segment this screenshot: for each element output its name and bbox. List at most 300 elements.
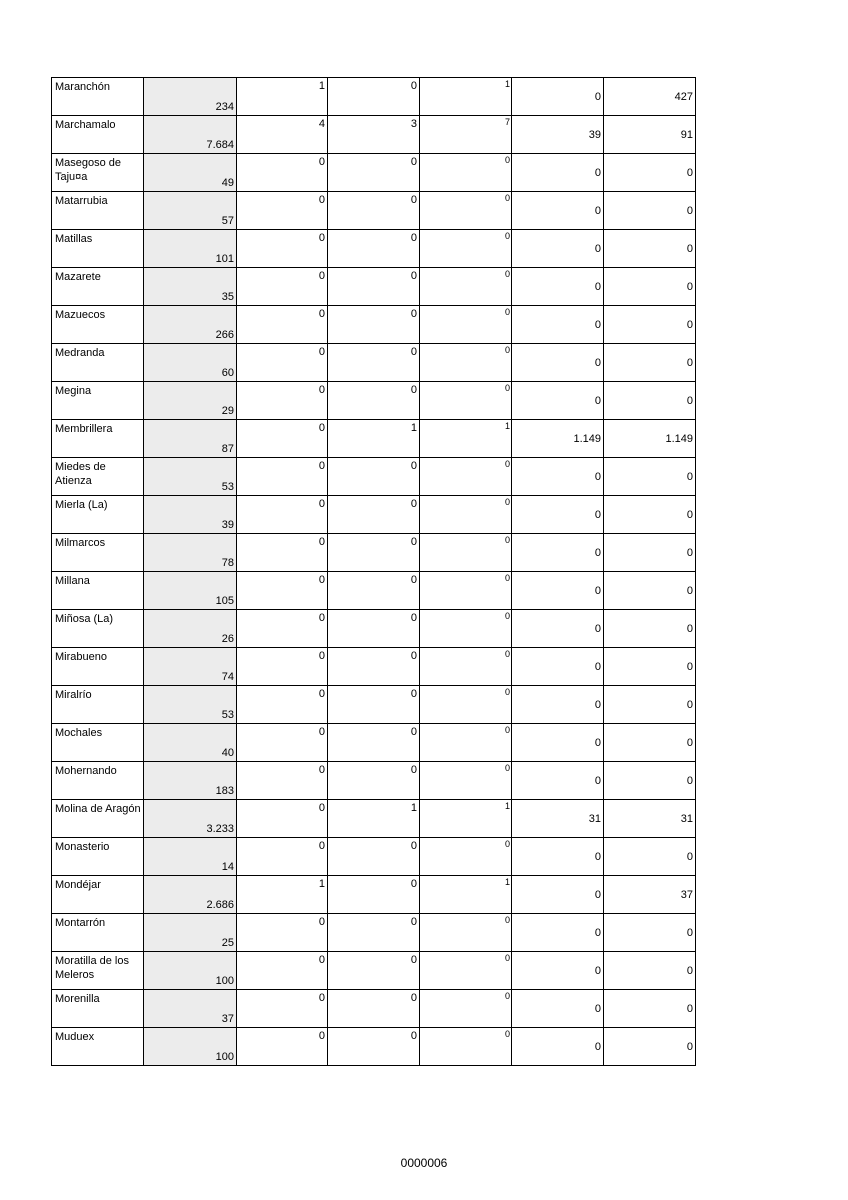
- population-value: 100: [215, 975, 234, 987]
- population-value: 266: [215, 329, 234, 341]
- municipality-name: Miedes de Atienza: [55, 461, 106, 487]
- column-total-value: 0: [504, 459, 510, 469]
- column-e-value: 0: [686, 775, 693, 787]
- municipality-name: Millana: [55, 575, 90, 587]
- column-d-value: 0: [594, 243, 601, 255]
- table-cell: [144, 306, 237, 344]
- column-d-value: 31: [588, 813, 601, 825]
- table-cell: [237, 800, 328, 838]
- column-total-value: 0: [504, 345, 510, 355]
- table-cell: [328, 990, 420, 1028]
- table-cell: [144, 534, 237, 572]
- table-cell: [420, 496, 512, 534]
- column-b-value: 0: [410, 156, 417, 168]
- table-cell: [144, 876, 237, 914]
- table-cell: [512, 306, 604, 344]
- table-row: [52, 876, 696, 914]
- municipality-name: Mazarete: [55, 271, 101, 283]
- table-cell: [237, 838, 328, 876]
- column-b-value: 0: [410, 536, 417, 548]
- column-a-value: 0: [318, 422, 325, 434]
- table-cell: [604, 382, 696, 420]
- column-d-value: 0: [594, 91, 601, 103]
- column-a-value: 1: [318, 878, 325, 890]
- table-cell: [604, 876, 696, 914]
- table-cell: [328, 952, 420, 990]
- table-cell: [144, 268, 237, 306]
- table-row: [52, 344, 696, 382]
- column-total-value: 0: [504, 687, 510, 697]
- table-cell: [512, 762, 604, 800]
- municipality-name: Megina: [55, 385, 92, 397]
- table-cell: [512, 382, 604, 420]
- municipality-name: Matillas: [55, 233, 93, 245]
- column-total-value: 0: [504, 269, 510, 279]
- table-row: [52, 572, 696, 610]
- table-cell: [144, 192, 237, 230]
- table-cell: [52, 724, 144, 762]
- column-total-value: 0: [504, 649, 510, 659]
- table-cell: [52, 382, 144, 420]
- column-d-value: 0: [594, 205, 601, 217]
- table-cell: [144, 230, 237, 268]
- municipality-name: Monasterio: [55, 841, 110, 853]
- table-cell: [144, 1028, 237, 1066]
- column-d-value: 0: [594, 889, 601, 901]
- table-cell: [52, 952, 144, 990]
- table-row: [52, 724, 696, 762]
- table-cell: [52, 268, 144, 306]
- column-e-value: 0: [686, 623, 693, 635]
- column-b-value: 0: [410, 270, 417, 282]
- table-row: [52, 762, 696, 800]
- table-cell: [52, 306, 144, 344]
- column-d-value: 0: [594, 395, 601, 407]
- population-value: 7.684: [206, 139, 234, 151]
- column-d-value: 0: [594, 1003, 601, 1015]
- column-total-value: 0: [504, 383, 510, 393]
- column-d-value: 0: [594, 699, 601, 711]
- column-b-value: 0: [410, 346, 417, 358]
- table-cell: [144, 838, 237, 876]
- column-a-value: 0: [318, 612, 325, 624]
- column-b-value: 0: [410, 764, 417, 776]
- column-total-value: 0: [504, 725, 510, 735]
- table-cell: [144, 724, 237, 762]
- table-cell: [604, 192, 696, 230]
- column-total-value: 0: [504, 991, 510, 1001]
- municipality-name: Miralrío: [55, 689, 92, 701]
- table-cell: [328, 154, 420, 192]
- municipality-name: Milmarcos: [55, 537, 106, 549]
- table-cell: [512, 116, 604, 154]
- table-cell: [144, 952, 237, 990]
- table-cell: [144, 610, 237, 648]
- table-cell: [328, 382, 420, 420]
- column-a-value: 0: [318, 346, 325, 358]
- table-cell: [604, 838, 696, 876]
- column-d-value: 0: [594, 319, 601, 331]
- municipality-name: Mohernando: [55, 765, 117, 777]
- table-cell: [604, 496, 696, 534]
- table-cell: [52, 762, 144, 800]
- table-cell: [328, 116, 420, 154]
- column-d-value: 0: [594, 167, 601, 179]
- table-cell: [512, 230, 604, 268]
- municipality-name: Muduex: [55, 1031, 95, 1043]
- population-value: 74: [221, 671, 234, 683]
- column-d-value: 0: [594, 851, 601, 863]
- column-total-value: 0: [504, 839, 510, 849]
- column-e-value: 31: [680, 813, 693, 825]
- table-cell: [237, 914, 328, 952]
- table-row: [52, 78, 696, 116]
- table-cell: [512, 952, 604, 990]
- column-total-value: 0: [504, 915, 510, 925]
- table-cell: [328, 192, 420, 230]
- table-cell: [328, 78, 420, 116]
- population-value: 2.686: [206, 899, 234, 911]
- page-number: 0000006: [400, 1156, 448, 1170]
- table-cell: [420, 762, 512, 800]
- column-e-value: 0: [686, 243, 693, 255]
- table-cell: [604, 230, 696, 268]
- column-b-value: 0: [410, 612, 417, 624]
- column-d-value: 0: [594, 737, 601, 749]
- table-cell: [512, 458, 604, 496]
- table-cell: [420, 420, 512, 458]
- population-value: 39: [221, 519, 234, 531]
- table-cell: [604, 534, 696, 572]
- table-row: [52, 382, 696, 420]
- column-d-value: 0: [594, 585, 601, 597]
- column-a-value: 0: [318, 384, 325, 396]
- column-total-value: 0: [504, 611, 510, 621]
- column-total-value: 1: [504, 79, 510, 89]
- table-cell: [604, 458, 696, 496]
- column-b-value: 0: [410, 80, 417, 92]
- table-cell: [512, 192, 604, 230]
- column-e-value: 0: [686, 1003, 693, 1015]
- table-cell: [328, 610, 420, 648]
- table-cell: [328, 1028, 420, 1066]
- column-b-value: 0: [410, 650, 417, 662]
- table-cell: [512, 686, 604, 724]
- column-total-value: 0: [504, 155, 510, 165]
- table-cell: [52, 648, 144, 686]
- table-cell: [512, 344, 604, 382]
- column-a-value: 4: [318, 118, 325, 130]
- table-cell: [144, 762, 237, 800]
- table-cell: [144, 648, 237, 686]
- column-total-value: 0: [504, 763, 510, 773]
- table-cell: [144, 382, 237, 420]
- table-cell: [237, 724, 328, 762]
- table-cell: [328, 762, 420, 800]
- column-a-value: 0: [318, 764, 325, 776]
- table-cell: [52, 230, 144, 268]
- column-d-value: 0: [594, 1041, 601, 1053]
- table-cell: [237, 648, 328, 686]
- table-cell: [420, 648, 512, 686]
- column-d-value: 0: [594, 661, 601, 673]
- table-cell: [604, 268, 696, 306]
- table-cell: [328, 458, 420, 496]
- table-row: [52, 230, 696, 268]
- column-a-value: 0: [318, 992, 325, 1004]
- table-row: [52, 306, 696, 344]
- column-total-value: 0: [504, 1029, 510, 1039]
- column-e-value: 91: [680, 129, 693, 141]
- table-cell: [144, 458, 237, 496]
- table-cell: [52, 534, 144, 572]
- column-b-value: 0: [410, 498, 417, 510]
- table-cell: [512, 724, 604, 762]
- column-b-value: 0: [410, 308, 417, 320]
- table-cell: [420, 344, 512, 382]
- table-cell: [420, 838, 512, 876]
- column-e-value: 0: [686, 509, 693, 521]
- table-cell: [512, 572, 604, 610]
- column-b-value: 0: [410, 878, 417, 890]
- municipality-name: Mierla (La): [55, 499, 108, 511]
- table-cell: [52, 154, 144, 192]
- table-cell: [237, 496, 328, 534]
- table-cell: [237, 268, 328, 306]
- table-cell: [420, 116, 512, 154]
- column-total-value: 7: [504, 117, 510, 127]
- table-cell: [512, 838, 604, 876]
- table-row: [52, 192, 696, 230]
- column-e-value: 37: [680, 889, 693, 901]
- table-cell: [420, 610, 512, 648]
- table-cell: [52, 686, 144, 724]
- column-e-value: 0: [686, 281, 693, 293]
- table-cell: [420, 914, 512, 952]
- population-value: 87: [221, 443, 234, 455]
- municipality-name: Miñosa (La): [55, 613, 114, 625]
- table-cell: [328, 534, 420, 572]
- column-total-value: 1: [504, 801, 510, 811]
- column-e-value: 0: [686, 471, 693, 483]
- table-cell: [328, 306, 420, 344]
- column-d-value: 0: [594, 281, 601, 293]
- table-cell: [604, 762, 696, 800]
- population-value: 234: [215, 101, 234, 113]
- column-total-value: 0: [504, 231, 510, 241]
- table-cell: [52, 876, 144, 914]
- population-value: 14: [221, 861, 234, 873]
- table-row: [52, 686, 696, 724]
- column-a-value: 0: [318, 1030, 325, 1042]
- population-value: 26: [221, 633, 234, 645]
- column-e-value: 427: [674, 91, 693, 103]
- table-cell: [52, 1028, 144, 1066]
- table-cell: [604, 610, 696, 648]
- column-e-value: 0: [686, 319, 693, 331]
- table-row: [52, 610, 696, 648]
- column-total-value: 0: [504, 307, 510, 317]
- column-d-value: 0: [594, 927, 601, 939]
- table-cell: [52, 914, 144, 952]
- table-cell: [328, 572, 420, 610]
- table-cell: [144, 914, 237, 952]
- column-e-value: 0: [686, 547, 693, 559]
- municipality-name: Maranchón: [55, 81, 111, 93]
- table-cell: [237, 876, 328, 914]
- table-cell: [604, 78, 696, 116]
- table-cell: [237, 154, 328, 192]
- table-cell: [604, 154, 696, 192]
- table-cell: [237, 306, 328, 344]
- table-cell: [512, 1028, 604, 1066]
- table-cell: [237, 78, 328, 116]
- column-total-value: 1: [504, 421, 510, 431]
- table-row: [52, 1028, 696, 1066]
- table-cell: [237, 420, 328, 458]
- population-value: 53: [221, 481, 234, 493]
- municipality-table: [51, 77, 696, 1066]
- table-cell: [512, 78, 604, 116]
- table-cell: [237, 458, 328, 496]
- table-row: [52, 154, 696, 192]
- column-a-value: 0: [318, 270, 325, 282]
- table-cell: [420, 990, 512, 1028]
- table-cell: [420, 534, 512, 572]
- population-value: 105: [215, 595, 234, 607]
- table-row: [52, 800, 696, 838]
- column-b-value: 0: [410, 1030, 417, 1042]
- population-value: 100: [215, 1051, 234, 1063]
- column-d-value: 0: [594, 623, 601, 635]
- table-cell: [604, 1028, 696, 1066]
- column-e-value: 0: [686, 395, 693, 407]
- column-b-value: 0: [410, 954, 417, 966]
- table-row: [52, 496, 696, 534]
- column-b-value: 1: [410, 422, 417, 434]
- column-a-value: 0: [318, 916, 325, 928]
- column-a-value: 0: [318, 194, 325, 206]
- table-cell: [52, 344, 144, 382]
- table-cell: [604, 686, 696, 724]
- table-cell: [144, 990, 237, 1028]
- column-a-value: 0: [318, 498, 325, 510]
- column-total-value: 1: [504, 877, 510, 887]
- table-cell: [52, 572, 144, 610]
- table-cell: [420, 306, 512, 344]
- column-b-value: 0: [410, 232, 417, 244]
- table-cell: [328, 420, 420, 458]
- column-total-value: 0: [504, 193, 510, 203]
- table-row: [52, 420, 696, 458]
- table-cell: [237, 610, 328, 648]
- column-total-value: 0: [504, 573, 510, 583]
- table-cell: [144, 800, 237, 838]
- column-b-value: 0: [410, 194, 417, 206]
- table-cell: [420, 230, 512, 268]
- table-cell: [512, 876, 604, 914]
- column-b-value: 0: [410, 916, 417, 928]
- population-value: 183: [215, 785, 234, 797]
- table-row: [52, 268, 696, 306]
- table-cell: [512, 914, 604, 952]
- table-cell: [52, 420, 144, 458]
- table-cell: [512, 154, 604, 192]
- column-a-value: 0: [318, 536, 325, 548]
- population-value: 40: [221, 747, 234, 759]
- table-cell: [420, 952, 512, 990]
- column-a-value: 0: [318, 802, 325, 814]
- population-value: 57: [221, 215, 234, 227]
- table-cell: [604, 306, 696, 344]
- municipality-name: Matarrubia: [55, 195, 108, 207]
- column-b-value: 0: [410, 574, 417, 586]
- column-b-value: 0: [410, 384, 417, 396]
- table-cell: [604, 116, 696, 154]
- column-e-value: 0: [686, 1041, 693, 1053]
- population-value: 37: [221, 1013, 234, 1025]
- municipality-name: Marchamalo: [55, 119, 116, 131]
- municipality-name: Montarrón: [55, 917, 106, 929]
- table-cell: [237, 192, 328, 230]
- column-a-value: 0: [318, 574, 325, 586]
- table-cell: [420, 154, 512, 192]
- table-cell: [604, 800, 696, 838]
- table-cell: [604, 344, 696, 382]
- table-cell: [237, 762, 328, 800]
- column-d-value: 39: [588, 129, 601, 141]
- table-cell: [420, 382, 512, 420]
- table-row: [52, 914, 696, 952]
- table-cell: [144, 686, 237, 724]
- column-a-value: 0: [318, 688, 325, 700]
- column-b-value: 0: [410, 688, 417, 700]
- table-cell: [420, 686, 512, 724]
- table-cell: [512, 496, 604, 534]
- table-cell: [52, 458, 144, 496]
- table-cell: [237, 572, 328, 610]
- population-value: 25: [221, 937, 234, 949]
- population-value: 35: [221, 291, 234, 303]
- column-e-value: 0: [686, 965, 693, 977]
- table-cell: [420, 800, 512, 838]
- municipality-name: Mondéjar: [55, 879, 101, 891]
- population-value: 60: [221, 367, 234, 379]
- table-cell: [328, 686, 420, 724]
- table-cell: [512, 534, 604, 572]
- table-cell: [237, 990, 328, 1028]
- table-cell: [420, 572, 512, 610]
- table-row: [52, 838, 696, 876]
- population-value: 3.233: [206, 823, 234, 835]
- table-cell: [512, 990, 604, 1028]
- table-cell: [512, 610, 604, 648]
- table-cell: [144, 116, 237, 154]
- column-d-value: 0: [594, 965, 601, 977]
- table-body: [52, 78, 696, 1066]
- column-e-value: 0: [686, 737, 693, 749]
- municipality-name: Medranda: [55, 347, 105, 359]
- table-cell: [328, 344, 420, 382]
- table-cell: [420, 724, 512, 762]
- municipality-name: Molina de Aragón: [55, 803, 141, 815]
- column-b-value: 3: [410, 118, 417, 130]
- table-row: [52, 648, 696, 686]
- table-cell: [52, 800, 144, 838]
- column-a-value: 0: [318, 308, 325, 320]
- table-cell: [328, 800, 420, 838]
- column-d-value: 0: [594, 775, 601, 787]
